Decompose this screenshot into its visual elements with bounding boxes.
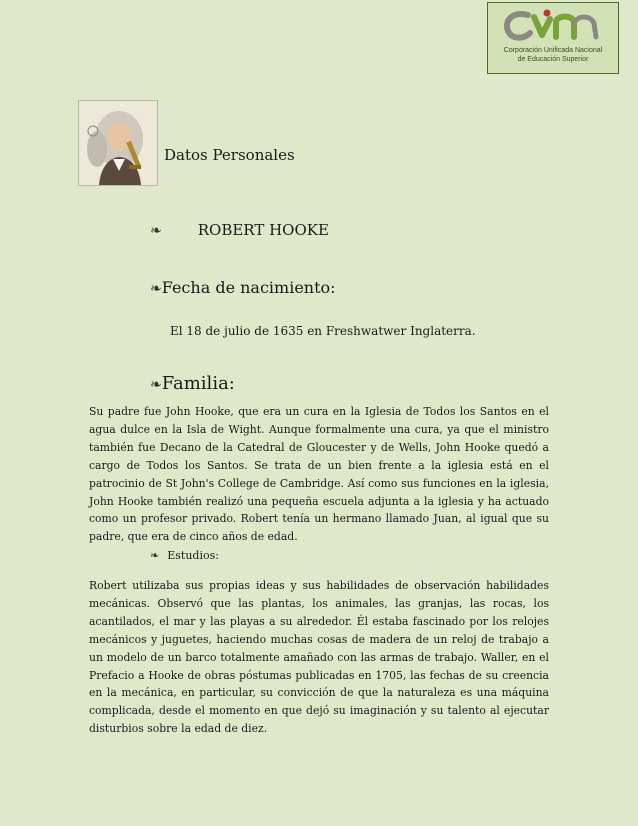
birth-date-heading [150,278,336,297]
cun-logo-mark-icon [498,7,608,45]
section-title: Datos Personales [164,146,295,164]
robert-hooke-portrait [78,100,158,186]
studies-label: Estudios: [167,549,219,562]
logo-text-line-1: Corporación Unificada Nacional [503,47,603,54]
birth-date-value: El 18 de julio de 1635 en Freshwatwer Inglaterra. [170,324,476,338]
person-name: ROBERT HOOKE [197,221,329,239]
studies-heading [150,549,219,562]
fleuron-bullet-icon: ❧ [150,281,162,297]
portrait-illustration [79,101,157,185]
fleuron-bullet-icon: ❧ [150,377,162,393]
family-heading [150,373,235,394]
logo-text-line-2: de Educación Superior [517,56,589,63]
family-label: Familia: [161,373,235,394]
person-name-line [150,221,329,239]
fleuron-bullet-icon: ❧ [150,223,162,239]
institution-logo [487,2,619,74]
family-paragraph: Su padre fue John Hooke, que era un cura en la Iglesia de Todos los Santos en el agua dulce en la Isla de Wight. Aunque formalmente una cura, ya que el ministro también fue Decano de la Catedral de Gloucester y de Wells, John Hooke quedó a cargo de Todos los Santos. Se trata de un bien frente a la iglesia está en el patrocinio de St John's College de Cambridge. Así como sus funciones en la iglesia, John Hooke también realizó una pequeña escuela adjunta a la iglesia y ha actuado como un profesor privado. Robert tenía un hermano llamado Juan, al igual que su padre, que era de cinco años de edad. [89,405,549,544]
fleuron-bullet-icon: ❧ [150,549,160,562]
birth-date-label: Fecha de nacimiento: [161,278,336,297]
studies-paragraph: Robert utilizaba sus propias ideas y sus habilidades de observación habilidades mecánicas. Observó que las plantas, los animales, las granjas, las rocas, los acantilados, el mar y las playas a su alrededor. Él estaba fascinado por los relojes mecánicos y juguetes, haciendo muchas cosas de madera de un reloj de trabajo a un modelo de un barco totalmente amañado con las armas de trabajo. Waller, en el Prefacio a Hooke de obras póstumas publicadas en 1705, las fechas de su creencia en la mecánica, en particular, su convicción de que la naturaleza es una máquina complicada, desde el momento en que dejó su imaginación y su talento al ejecutar disturbios sobre la edad de diez. [89,579,549,736]
